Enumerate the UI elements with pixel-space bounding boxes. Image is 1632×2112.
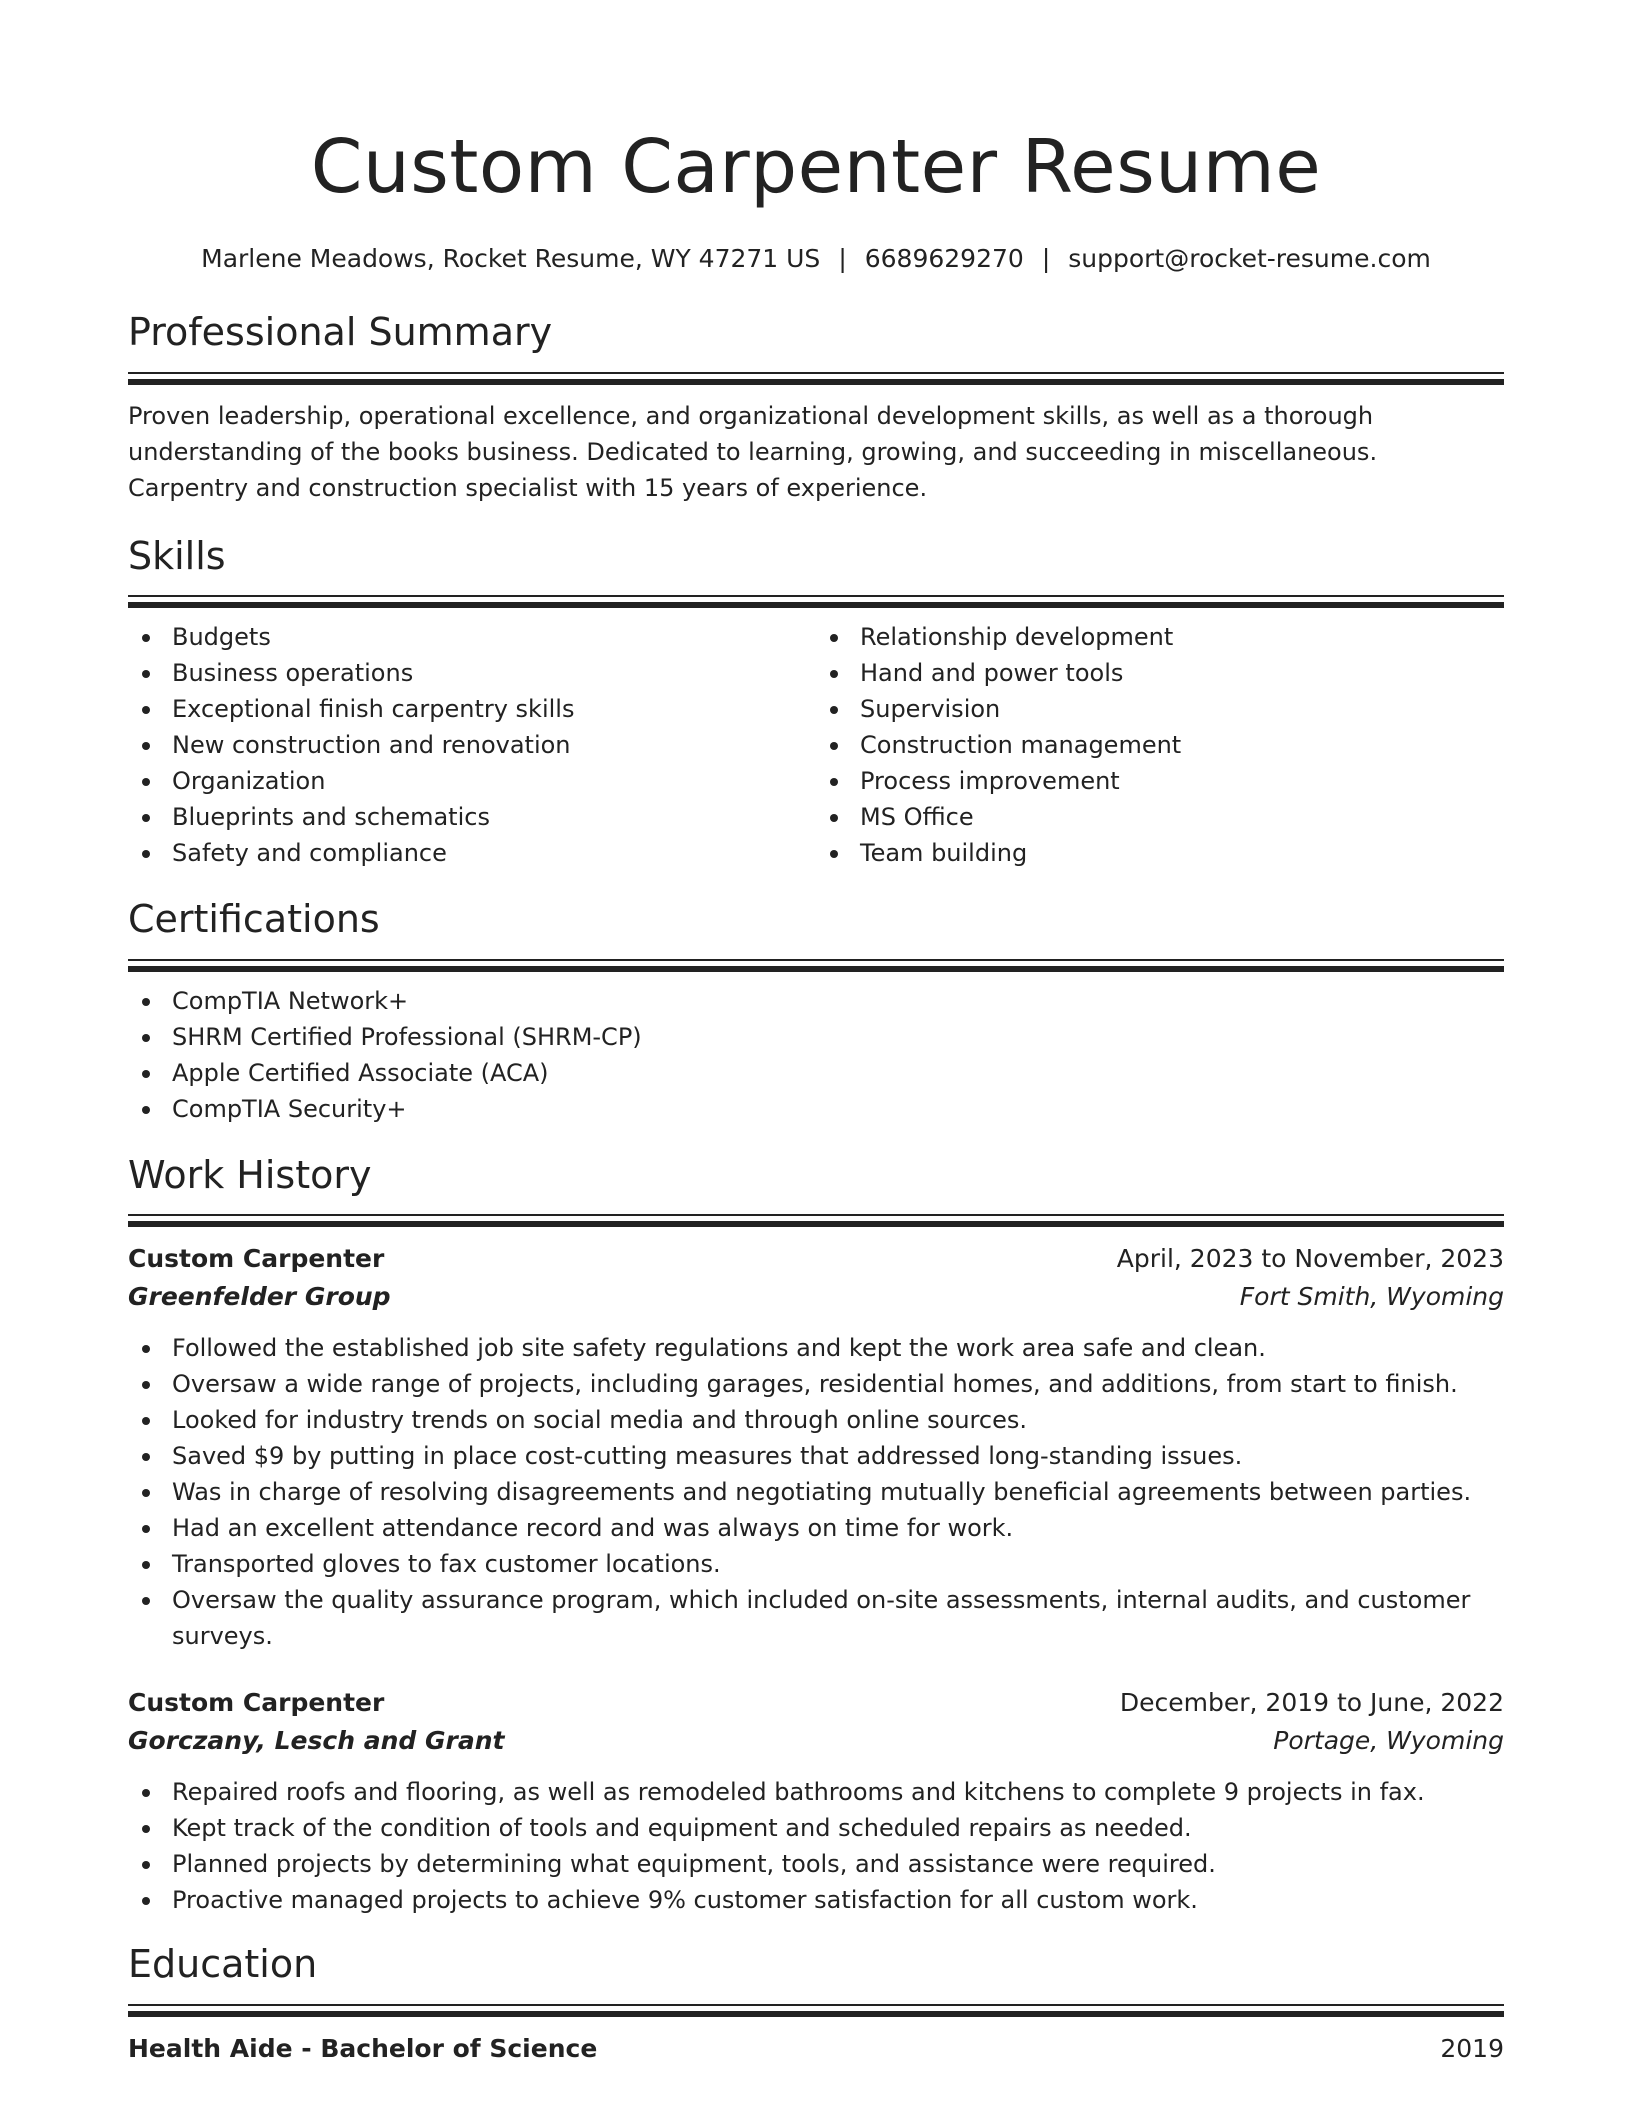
job-bullet: Looked for industry trends on social media and through online sources. — [128, 1402, 1504, 1438]
job-bullet: Transported gloves to fax customer locations. — [128, 1546, 1504, 1582]
contact-phone: 6689629270 — [864, 244, 1024, 273]
certification-item: CompTIA Security+ — [128, 1091, 1504, 1127]
education-degree: Health Aide - Bachelor of Science — [128, 2033, 598, 2063]
skill-item: Safety and compliance — [128, 835, 816, 871]
certification-item: SHRM Certified Professional (SHRM-CP) — [128, 1019, 1504, 1055]
job-header — [128, 1684, 1504, 1722]
job-header — [128, 1240, 1504, 1278]
skill-item: Budgets — [128, 619, 816, 655]
contact-separator: | — [838, 244, 847, 273]
job-company: Greenfelder Group — [128, 1282, 391, 1312]
skill-item: Construction management — [816, 727, 1504, 763]
job-bullet: Followed the established job site safety regulations and kept the work area safe and clean. — [128, 1330, 1504, 1366]
job-title: Custom Carpenter — [128, 1688, 385, 1718]
job-bullet: Oversaw the quality assurance program, which included on-site assessments, internal audits, and customer surveys. — [128, 1582, 1504, 1654]
section-divider — [128, 372, 1504, 386]
job-bullets — [128, 1774, 1504, 1918]
skill-item: MS Office — [816, 799, 1504, 835]
job-subheader — [128, 1722, 1504, 1760]
job-bullet: Was in charge of resolving disagreements and negotiating mutually beneficial agreements between parties. — [128, 1474, 1504, 1510]
contact-line — [128, 244, 1504, 274]
job-subheader — [128, 1278, 1504, 1316]
education-section — [128, 1942, 1504, 2068]
summary-section — [128, 310, 1504, 506]
education-entry — [128, 2030, 1504, 2068]
skills-section — [128, 534, 1504, 872]
section-divider — [128, 959, 1504, 973]
job-bullet: Planned projects by determining what equipment, tools, and assistance were required. — [128, 1846, 1504, 1882]
job-entry — [128, 1684, 1504, 1918]
skill-item: Supervision — [816, 691, 1504, 727]
section-divider — [128, 595, 1504, 609]
job-bullet: Saved $9 by putting in place cost-cutting measures that addressed long-standing issues. — [128, 1438, 1504, 1474]
certification-item: Apple Certified Associate (ACA) — [128, 1055, 1504, 1091]
skills-list-left — [128, 619, 816, 871]
section-divider — [128, 2004, 1504, 2018]
job-bullets — [128, 1330, 1504, 1654]
skill-item: New construction and renovation — [128, 727, 816, 763]
contact-email[interactable]: support@rocket-resume.com — [1068, 244, 1431, 273]
skill-item: Hand and power tools — [816, 655, 1504, 691]
education-year: 2019 — [1440, 2033, 1504, 2063]
skill-item: Process improvement — [816, 763, 1504, 799]
section-divider — [128, 1214, 1504, 1228]
certifications-list — [128, 983, 1504, 1127]
skill-item: Exceptional finish carpentry skills — [128, 691, 816, 727]
job-bullet: Had an excellent attendance record and was always on time for work. — [128, 1510, 1504, 1546]
certification-item: CompTIA Network+ — [128, 983, 1504, 1019]
skill-item: Business operations — [128, 655, 816, 691]
job-company: Gorczany, Lesch and Grant — [128, 1726, 505, 1756]
job-bullet: Repaired roofs and flooring, as well as remodeled bathrooms and kitchens to complete 9 projects in fax. — [128, 1774, 1504, 1810]
certifications-heading: Certifications — [128, 897, 380, 942]
job-bullet: Kept track of the condition of tools and equipment and scheduled repairs as needed. — [128, 1810, 1504, 1846]
skills-heading: Skills — [128, 533, 226, 578]
work-history-heading: Work History — [128, 1152, 372, 1197]
resume-title: Custom Carpenter Resume — [310, 124, 1322, 210]
job-bullet: Oversaw a wide range of projects, including garages, residential homes, and additions, from start to finish. — [128, 1366, 1504, 1402]
job-bullet: Proactive managed projects to achieve 9% customer satisfaction for all custom work. — [128, 1882, 1504, 1918]
job-dates: December, 2019 to June, 2022 — [1119, 1688, 1504, 1718]
skill-item: Blueprints and schematics — [128, 799, 816, 835]
skills-list-right — [816, 619, 1504, 871]
summary-heading: Professional Summary — [128, 310, 553, 354]
job-entry — [128, 1240, 1504, 1654]
skill-item: Organization — [128, 763, 816, 799]
job-dates: April, 2023 to November, 2023 — [1116, 1244, 1504, 1274]
certifications-section — [128, 897, 1504, 1127]
summary-text: Proven leadership, operational excellence, and organizational development skills, as well as a thorough understanding of the books business. Dedicated to learning, growing, and succeeding in miscellaneous. Carpentry and construction specialist with 15 years of experience. — [128, 401, 1378, 502]
job-location: Fort Smith, Wyoming — [1239, 1282, 1504, 1312]
job-title: Custom Carpenter — [128, 1244, 385, 1274]
education-heading: Education — [128, 1942, 318, 1987]
work-history-section — [128, 1153, 1504, 1919]
skill-item: Relationship development — [816, 619, 1504, 655]
contact-separator: | — [1041, 244, 1051, 273]
job-location: Portage, Wyoming — [1273, 1726, 1504, 1756]
contact-address: Marlene Meadows, Rocket Resume, WY 47271 US — [201, 244, 821, 273]
skill-item: Team building — [816, 835, 1504, 871]
skills-columns — [128, 619, 1504, 871]
